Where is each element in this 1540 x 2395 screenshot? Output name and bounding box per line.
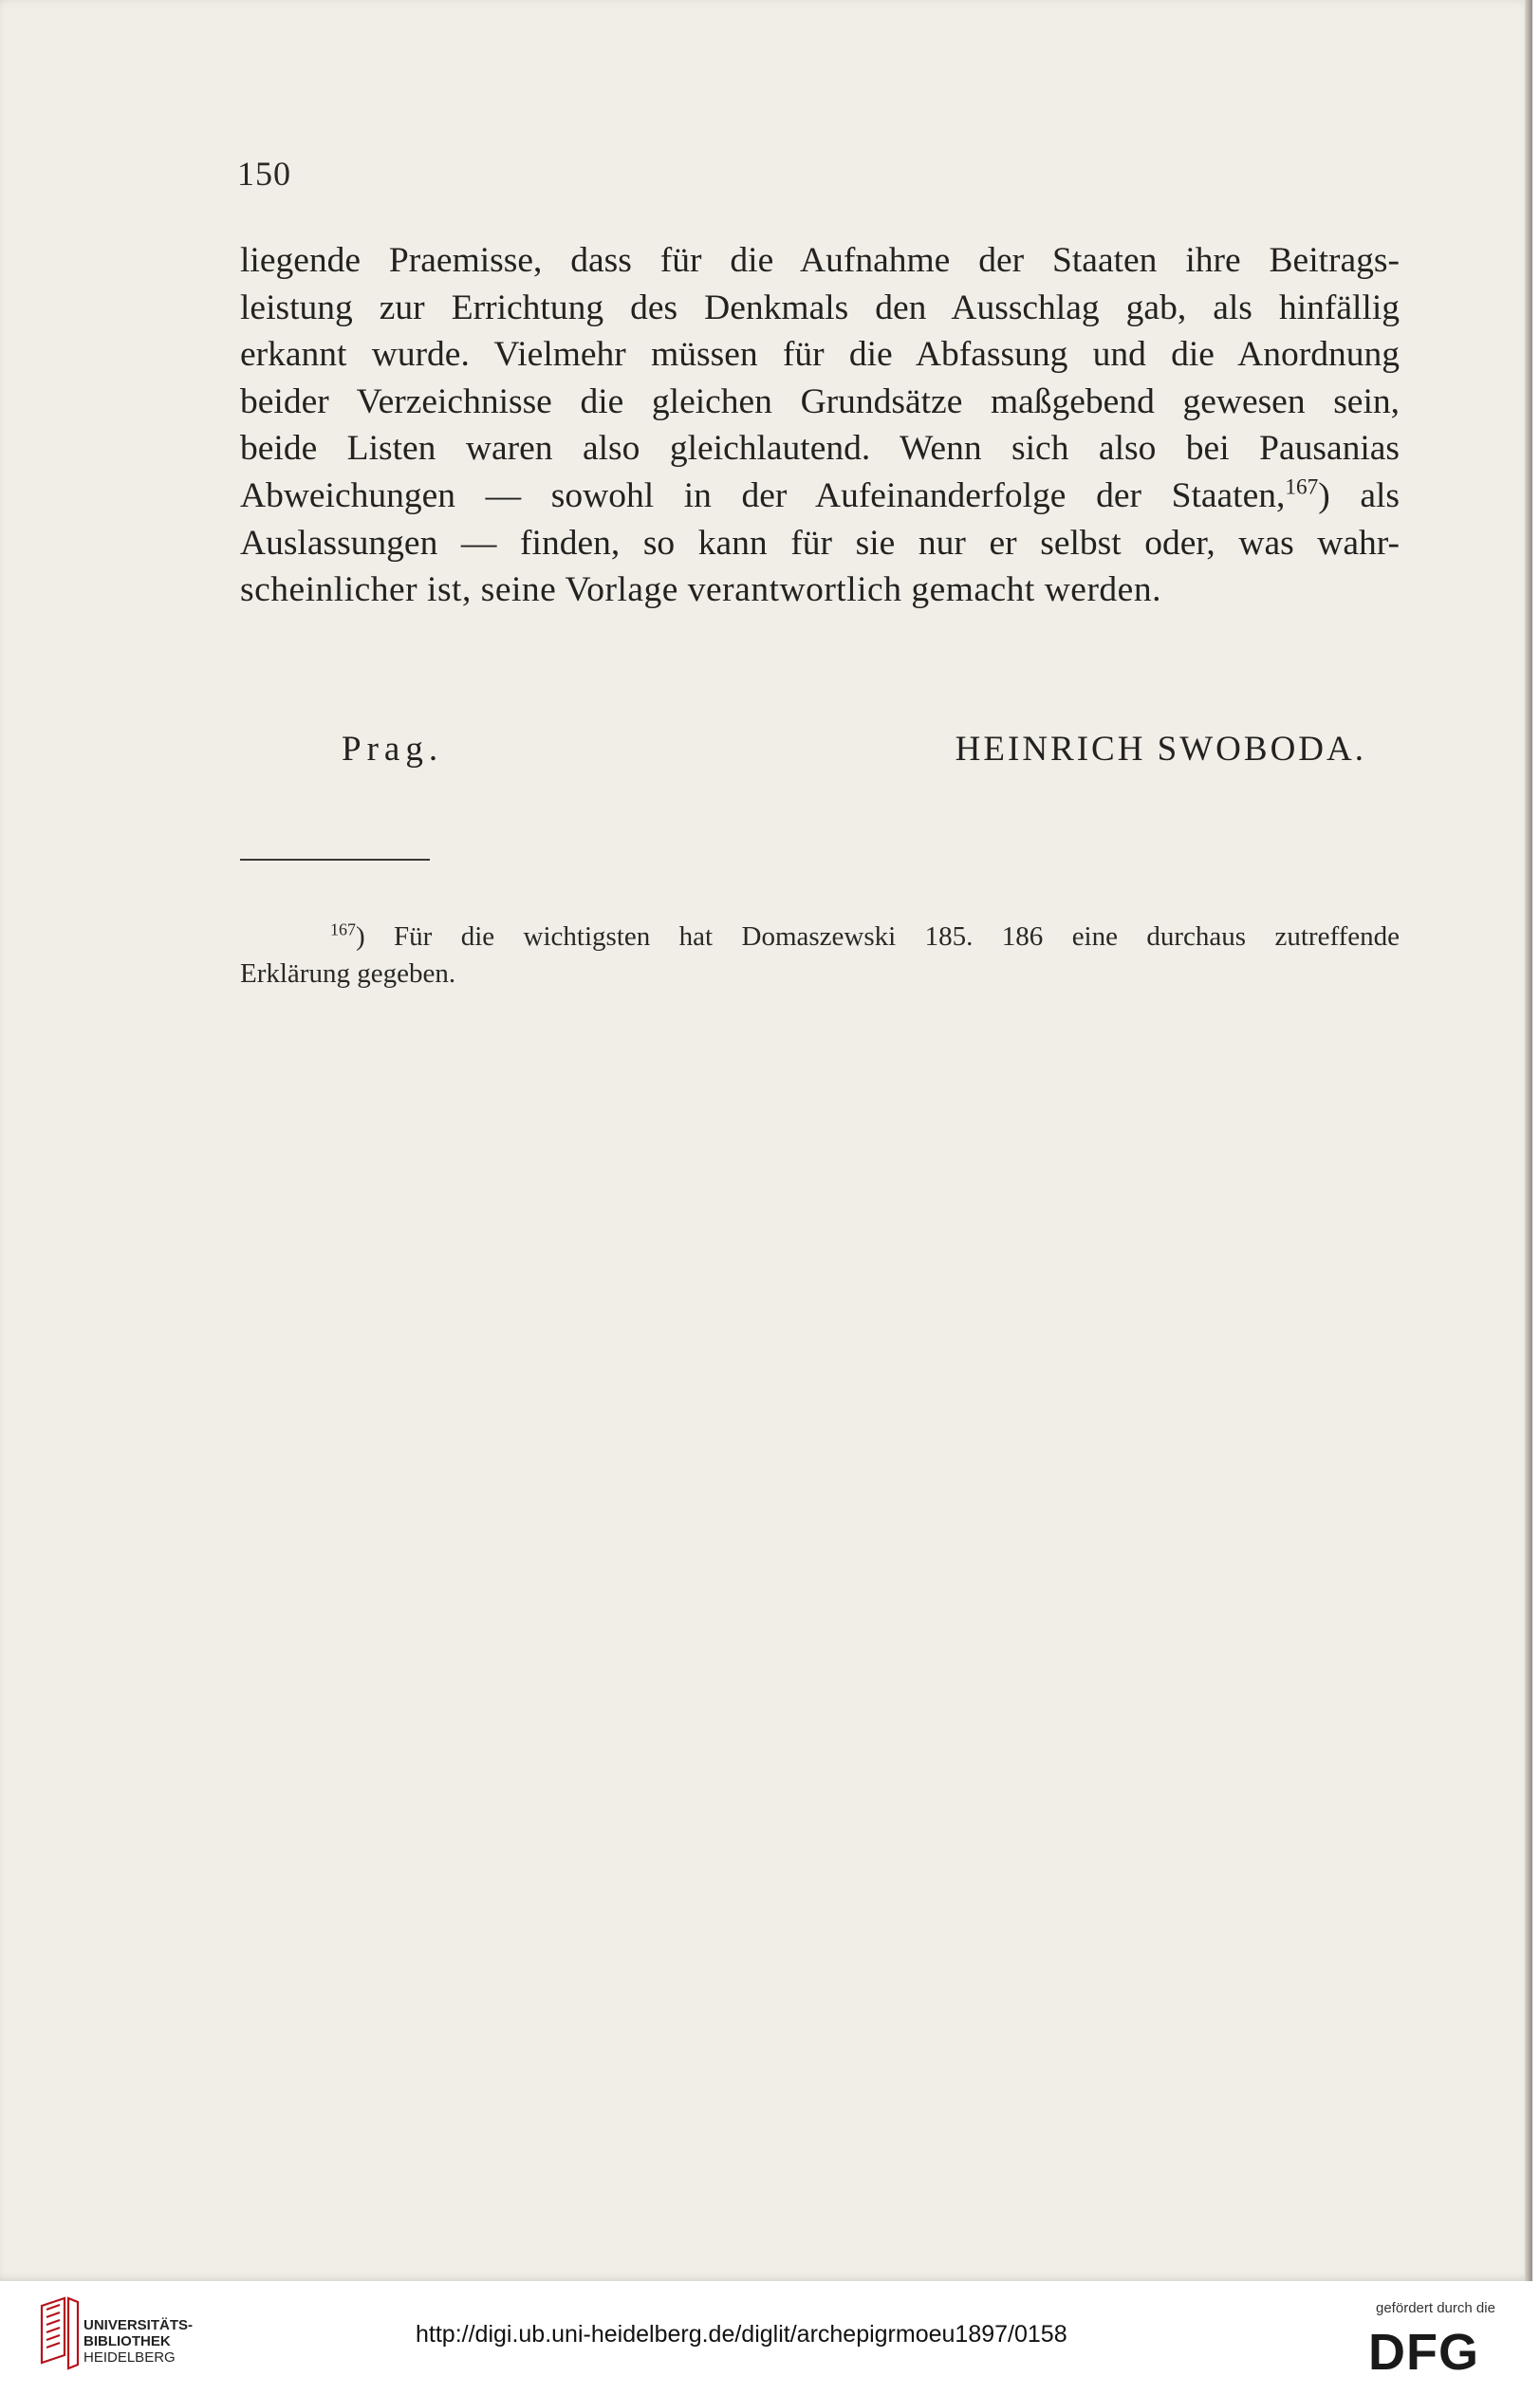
footnote-fragment: Erklärung gegeben. (240, 958, 456, 989)
text-line (240, 237, 1400, 285)
text-line (240, 520, 1400, 567)
text-line-content: beider Verzeichnisse die gleichen Grundsätze maßgebend gewesen sein, (240, 381, 1400, 421)
text-line (240, 379, 1400, 426)
footnote-fragment: ) Für die wichtigsten hat Domaszewski 185. 186 eine durchaus zutreffende (355, 921, 1400, 952)
library-name-line: UNIVERSITÄTS- (83, 2317, 194, 2333)
text-line-content: scheinlicher ist, seine Vorlage verantwortlich gemacht werden. (240, 570, 1161, 610)
text-line (240, 331, 1400, 379)
footnote-line (240, 919, 1400, 956)
signature-author: HEINRICH SWOBODA. (955, 730, 1366, 769)
text-line-content: erkannt wurde. Vielmehr müssen für die Abfassung und die Anordnung (240, 335, 1400, 375)
text-fragment: ) als (1318, 475, 1400, 515)
main-text (240, 237, 1400, 614)
dfg-logo[interactable]: DFG (1368, 2324, 1479, 2381)
funded-by-label: gefördert durch die (1376, 2300, 1495, 2316)
text-line-content: leistung zur Errichtung des Denkmals den Ausschlag gab, als hinfällig (240, 288, 1400, 327)
text-line-content (240, 473, 1400, 520)
footnote-divider (240, 859, 430, 861)
text-line-content: Auslassungen — finden, so kann für sie nur er selbst oder, was wahr- (240, 523, 1400, 563)
library-name[interactable] (83, 2317, 193, 2366)
text-line (240, 473, 1400, 520)
page-number: 150 (237, 155, 291, 193)
text-fragment: Abweichungen — sowohl in der Aufeinanderfolge der Staaten, (240, 475, 1286, 515)
text-line (240, 285, 1400, 332)
footnote-line (240, 956, 1400, 993)
footnote-text (330, 919, 1400, 956)
signature-line (342, 729, 1366, 770)
library-name-line: BIBLIOTHEK (83, 2333, 171, 2349)
footnote (240, 919, 1400, 993)
library-name-line: HEIDELBERG (83, 2349, 176, 2366)
text-line-content: liegende Praemisse, dass für die Aufnahme der Staaten ihre Beitrags- (240, 241, 1400, 280)
text-line-content: beide Listen waren also gleichlautend. Wenn sich also bei Pausanias (240, 429, 1400, 469)
footnote-number: 167 (330, 919, 356, 939)
footnote-reference[interactable]: 167 (1285, 474, 1319, 500)
document-url-link[interactable]: http://digi.ub.uni-heidelberg.de/diglit/archepigrmoeu1897/0158 (416, 2321, 1067, 2348)
viewer-footer (0, 2281, 1540, 2395)
text-line (240, 566, 1400, 614)
signature-place: Prag. (342, 730, 444, 769)
text-line (240, 425, 1400, 473)
page-edge (1525, 0, 1532, 2281)
